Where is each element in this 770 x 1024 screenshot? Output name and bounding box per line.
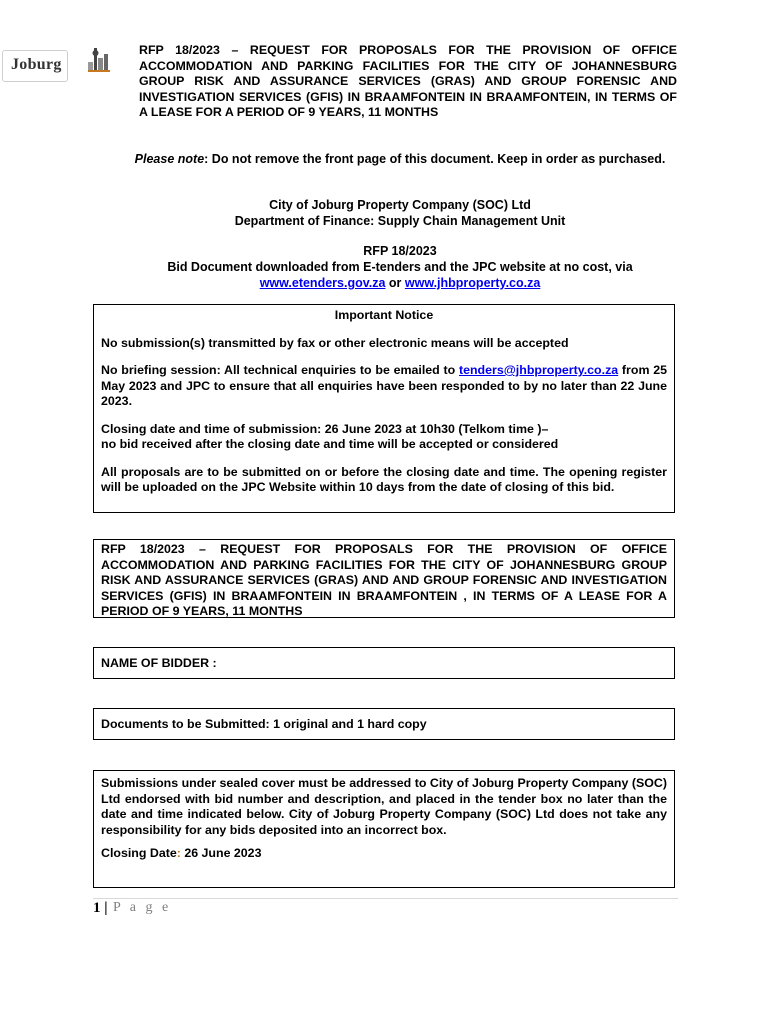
notice-briefing	[101, 363, 667, 410]
download-links	[95, 275, 705, 291]
page-footer	[93, 898, 678, 919]
joburg-logo	[2, 50, 68, 82]
rfp-download-block	[95, 243, 705, 291]
page-number: 1 |	[93, 900, 108, 916]
rfp-description-box: RFP 18/2023 – REQUEST FOR PROPOSALS FOR THE PROVISION OF OFFICE ACCOMMODATION AND PARKING FACILITIES FOR THE CITY OF JOHANNESBURG GROUP RISK AND ASSURANCE SERVICES (GRAS) AND AND GROUP FORENSIC AND INVESTIGATION SERVICES (GFIS) IN BRAAMFONTEIN IN BRAAMFONTEIN , IN TERMS OF A LEASE FOR A PERIOD OF 9 YEARS, 11 MONTHS	[93, 539, 675, 618]
closing-date-colon: :	[176, 846, 181, 860]
etenders-link[interactable]: www.etenders.gov.za	[259, 276, 386, 290]
organisation-block	[105, 197, 695, 229]
please-note-label: Please note	[134, 152, 205, 166]
notice-proposals: All proposals are to be submitted on or before the closing date and time. The opening register will be uploaded on the JPC Website within 10 days from the date of closing of this bid.	[101, 464, 667, 494]
closing-date-value: 26 June 2023	[180, 846, 262, 860]
jpc-skyline-logo	[80, 44, 128, 84]
notice-briefing-text-2: from 25 May 2023 and JPC to ensure that all enquiries have been responded to by no later than 22 June 2023.	[101, 363, 668, 408]
name-of-bidder-box[interactable]	[93, 647, 675, 679]
document-title: RFP 18/2023 – REQUEST FOR PROPOSALS FOR THE PROVISION OF OFFICE ACCOMMODATION AND PARKING FACILITIES FOR THE CITY OF JOHANNESBURG GROUP RISK AND ASSURANCE SERVICES (GRAS) AND GROUP FORENSIC AND INVESTIGATION SERVICES (GFIS) IN BRAAMFONTEIN IN BRAAMFONTEIN, IN TERMS OF A LEASE FOR A PERIOD OF 9 YEARS, 11 MONTHS	[139, 43, 677, 119]
submission-text: Submissions under sealed cover must be addressed to City of Joburg Property Company (SOC) Ltd endorsed with bid number and description, and placed in the tender box no later than the date and time indicated below. City of Joburg Property Company (SOC) Ltd does not take any responsibility for any bids deposited into an incorrect box.	[101, 776, 667, 837]
please-note	[105, 151, 695, 167]
notice-briefing-text: No briefing session: All technical enquiries to be emailed to	[101, 363, 459, 377]
notice-closing-line1: Closing date and time of submission: 26 June 2023 at 10h30 (Telkom time )–	[101, 421, 549, 436]
department-name: Department of Finance: Supply Chain Management Unit	[234, 214, 566, 228]
rfp-number: RFP 18/2023	[363, 244, 437, 258]
closing-date	[101, 846, 667, 862]
or-text: or	[385, 276, 405, 290]
documents-box	[93, 708, 675, 740]
documents-text: Documents to be Submitted: 1 original and 1 hard copy	[101, 717, 427, 731]
download-text: Bid Document downloaded from E-tenders and the JPC website at no cost, via	[167, 260, 633, 274]
name-of-bidder-label: NAME OF BIDDER :	[101, 656, 217, 670]
notice-heading: Important Notice	[334, 308, 434, 322]
joburg-logo-text: Joburg	[11, 56, 62, 73]
notice-no-fax: No submission(s) transmitted by fax or other electronic means will be accepted	[101, 335, 569, 350]
jhbproperty-link[interactable]: www.jhbproperty.co.za	[404, 276, 541, 290]
submission-box	[93, 770, 675, 888]
company-name: City of Joburg Property Company (SOC) Ltd	[269, 198, 531, 212]
tenders-email-link[interactable]: tenders@jhbproperty.co.za	[458, 363, 619, 377]
please-note-text: : Do not remove the front page of this document. Keep in order as purchased.	[204, 152, 666, 166]
notice-closing-line2: no bid received after the closing date and time will be accepted or considered	[101, 437, 559, 451]
closing-date-label: Closing Date	[101, 846, 177, 860]
page-word: P a g e	[113, 900, 172, 915]
important-notice-box	[93, 304, 675, 513]
notice-closing	[101, 422, 667, 453]
header-logos	[2, 44, 132, 88]
